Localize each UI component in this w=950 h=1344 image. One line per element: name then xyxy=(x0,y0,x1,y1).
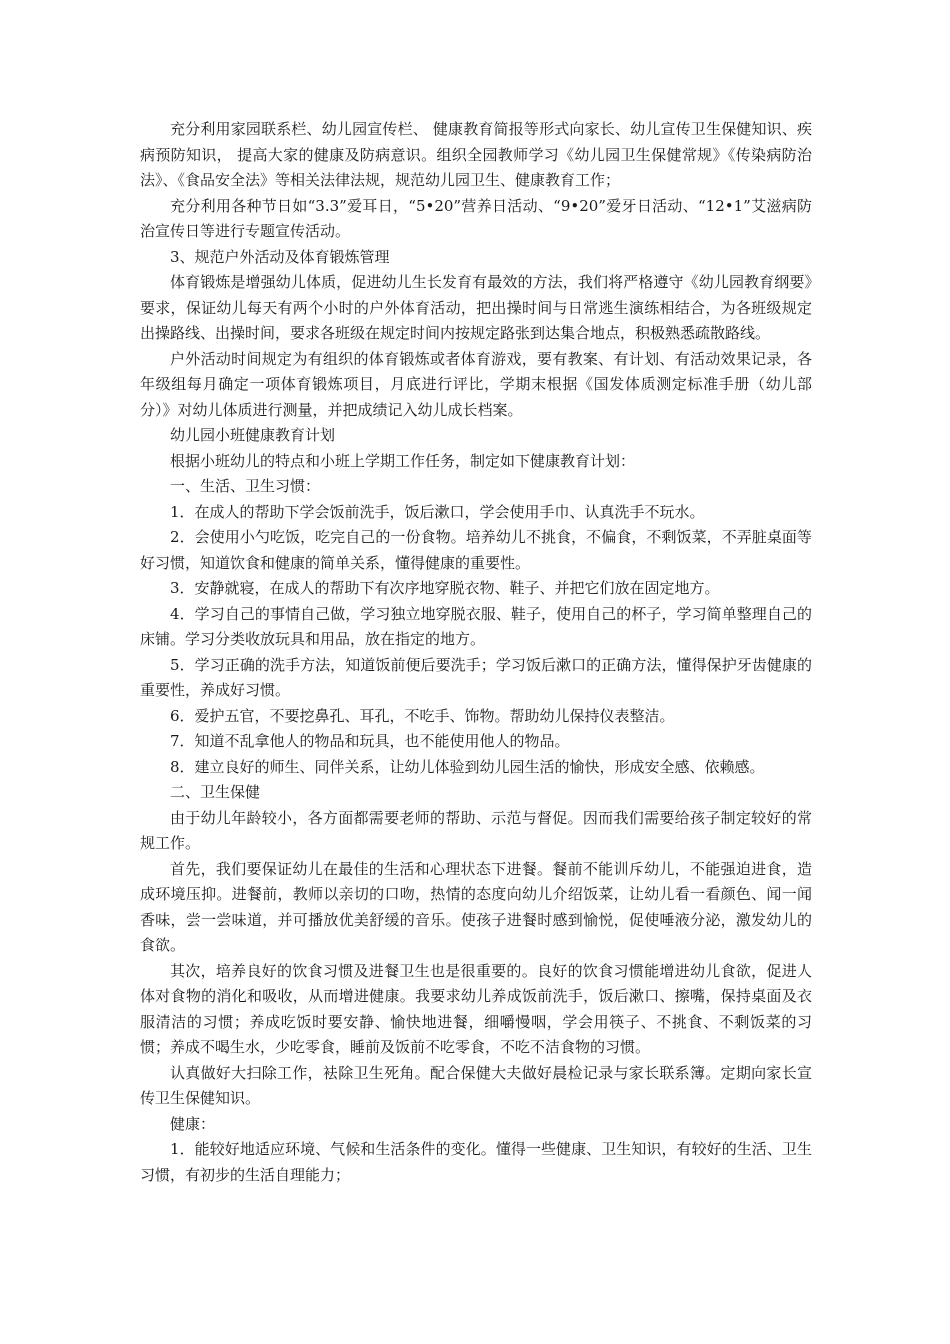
list-item-health-1: 1．能较好地适应环境、气候和生活条件的变化。懂得一些健康、卫生知识，有较好的生活、卫生习惯，有初步的生活自理能力； xyxy=(140,1140,812,1184)
section-heading-health: 健康： xyxy=(170,1114,216,1133)
list-item-habit-5: 5．学习正确的洗手方法，知道饭前便后要洗手；学习饭后漱口的正确方法，懂得保护牙齿健康的重要性，养成好习惯。 xyxy=(140,655,812,699)
paragraph-outdoor-time: 户外活动时间规定为有组织的体育锻炼或者体育游戏，要有教案、有计划、有活动效果记录，各年级组每月确定一项体育锻炼项目，月底进行评比，学期末根据《国发体质测定标准手册（幼儿部分）》对幼儿体质进行测量，并把成绩记入幼儿成长档案。 xyxy=(140,349,812,419)
section-heading-habits: 一、生活、卫生习惯： xyxy=(170,477,321,495)
paragraph-physical-exercise: 体育锻炼是增强幼儿体质，促进幼儿生长发育有最效的方法，我们将严格遵守《幼儿园教育纲要》要求，保证幼儿每天有两个小时的户外体育活动，把出操时间与日常逃生演练相结合，为各班级规定出操路线、出操时间，要求各班级在规定时间内按规定路张到达集合地点，积极熟悉疏散路线。 xyxy=(140,273,812,342)
paragraph-routine-work: 由于幼儿年龄较小，各方面都需要老师的帮助、示范与督促。因而我们需要给孩子制定较好的常规工作。 xyxy=(140,808,812,852)
paragraph-cleaning: 认真做好大扫除工作，袪除卫生死角。配合保健大夫做好晨检记录与家长联系簿。定期向家长宣传卫生保健知识。 xyxy=(140,1063,812,1107)
section-heading-outdoor-activities: 3、规范户外活动及体育锻炼管理 xyxy=(170,247,390,266)
paragraph-festival-activities: 充分利用各种节日如“3.3”爱耳日，“5•20”营养日活动、“9•20”爱牙日活动、“12•1”艾滋病防治宣传日等进行专题宣传活动。 xyxy=(140,196,812,240)
list-item-habit-1: 1．在成人的帮助下学会饭前洗手，饭后漱口，学会使用手巾、认真洗手不玩水。 xyxy=(170,502,705,521)
plan-title: 幼儿园小班健康教育计划 xyxy=(170,426,336,444)
paragraph-eating-habits: 其次，培养良好的饮食习惯及进餐卫生也是很重要的。良好的饮食习惯能增进幼儿食欲，促进人体对食物的消化和吸收，从而增进健康。我要求幼儿养成饭前洗手，饭后漱口、擦嘴，保持桌面及衣服清洁的习惯；养成吃饭时要安静、愉快地进餐，细嚼慢咽，学会用筷子、不挑食、不剩饭菜的习惯；养成不喝生水，少吃零食，睡前及饭前不吃零食，不吃不洁食物的习惯。 xyxy=(140,961,812,1056)
list-item-habit-7: 7．知道不乱拿他人的物品和玩具，也不能使用他人的物品。 xyxy=(170,732,570,750)
list-item-habit-3: 3．安静就寝，在成人的帮助下有次序地穿脱衣物、鞋子、并把它们放在固定地方。 xyxy=(170,579,720,597)
list-item-habit-2: 2．会使用小勺吃饭，吃完自己的一份食物。培养幼儿不挑食，不偏食，不剩饭菜，不弄脏桌面等好习惯，知道饮食和健康的简单关系，懂得健康的重要性。 xyxy=(140,528,812,572)
plan-intro: 根据小班幼儿的特点和小班上学期工作任务，制定如下健康教育计划： xyxy=(170,451,636,470)
list-item-habit-4: 4．学习自己的事情自己做，学习独立地穿脱衣服、鞋子，使用自己的杯子，学习简单整理自己的床铺。学习分类收放玩具和用品，放在指定的地方。 xyxy=(140,604,812,648)
paragraph-publicity-channels: 充分利用家园联系栏、幼儿园宣传栏、 健康教育简报等形式向家长、幼儿宣传卫生保健知识、疾病预防知识， 提高大家的健康及防病意识。组织全园教师学习《幼儿园卫生保健常规》《传染病防治法》、《食品安全法》等相关法律法规，规范幼儿园卫生、健康教育工作； xyxy=(140,120,812,189)
paragraph-mealtime-state: 首先，我们要保证幼儿在最佳的生活和心理状态下进餐。餐前不能训斥幼儿，不能强迫进食，造成环境压抑。进餐前，教师以亲切的口吻，热情的态度向幼儿介绍饭菜，让幼儿看一看颜色、闻一闻香味，尝一尝味道，并可播放优美舒缓的音乐。使孩子进餐时感到愉悦，促使唾液分泌，激发幼儿的食欲。 xyxy=(140,859,812,954)
list-item-habit-8: 8．建立良好的师生、同伴关系，让幼儿体验到幼儿园生活的愉快，形成安全感、依赖感。 xyxy=(170,757,765,776)
section-heading-hygiene: 二、卫生保健 xyxy=(170,783,261,801)
list-item-habit-6: 6．爱护五官，不要挖鼻孔、耳孔，不吃手、饰物。帮助幼儿保持仪表整洁。 xyxy=(170,706,675,725)
document-body xyxy=(140,117,812,1188)
